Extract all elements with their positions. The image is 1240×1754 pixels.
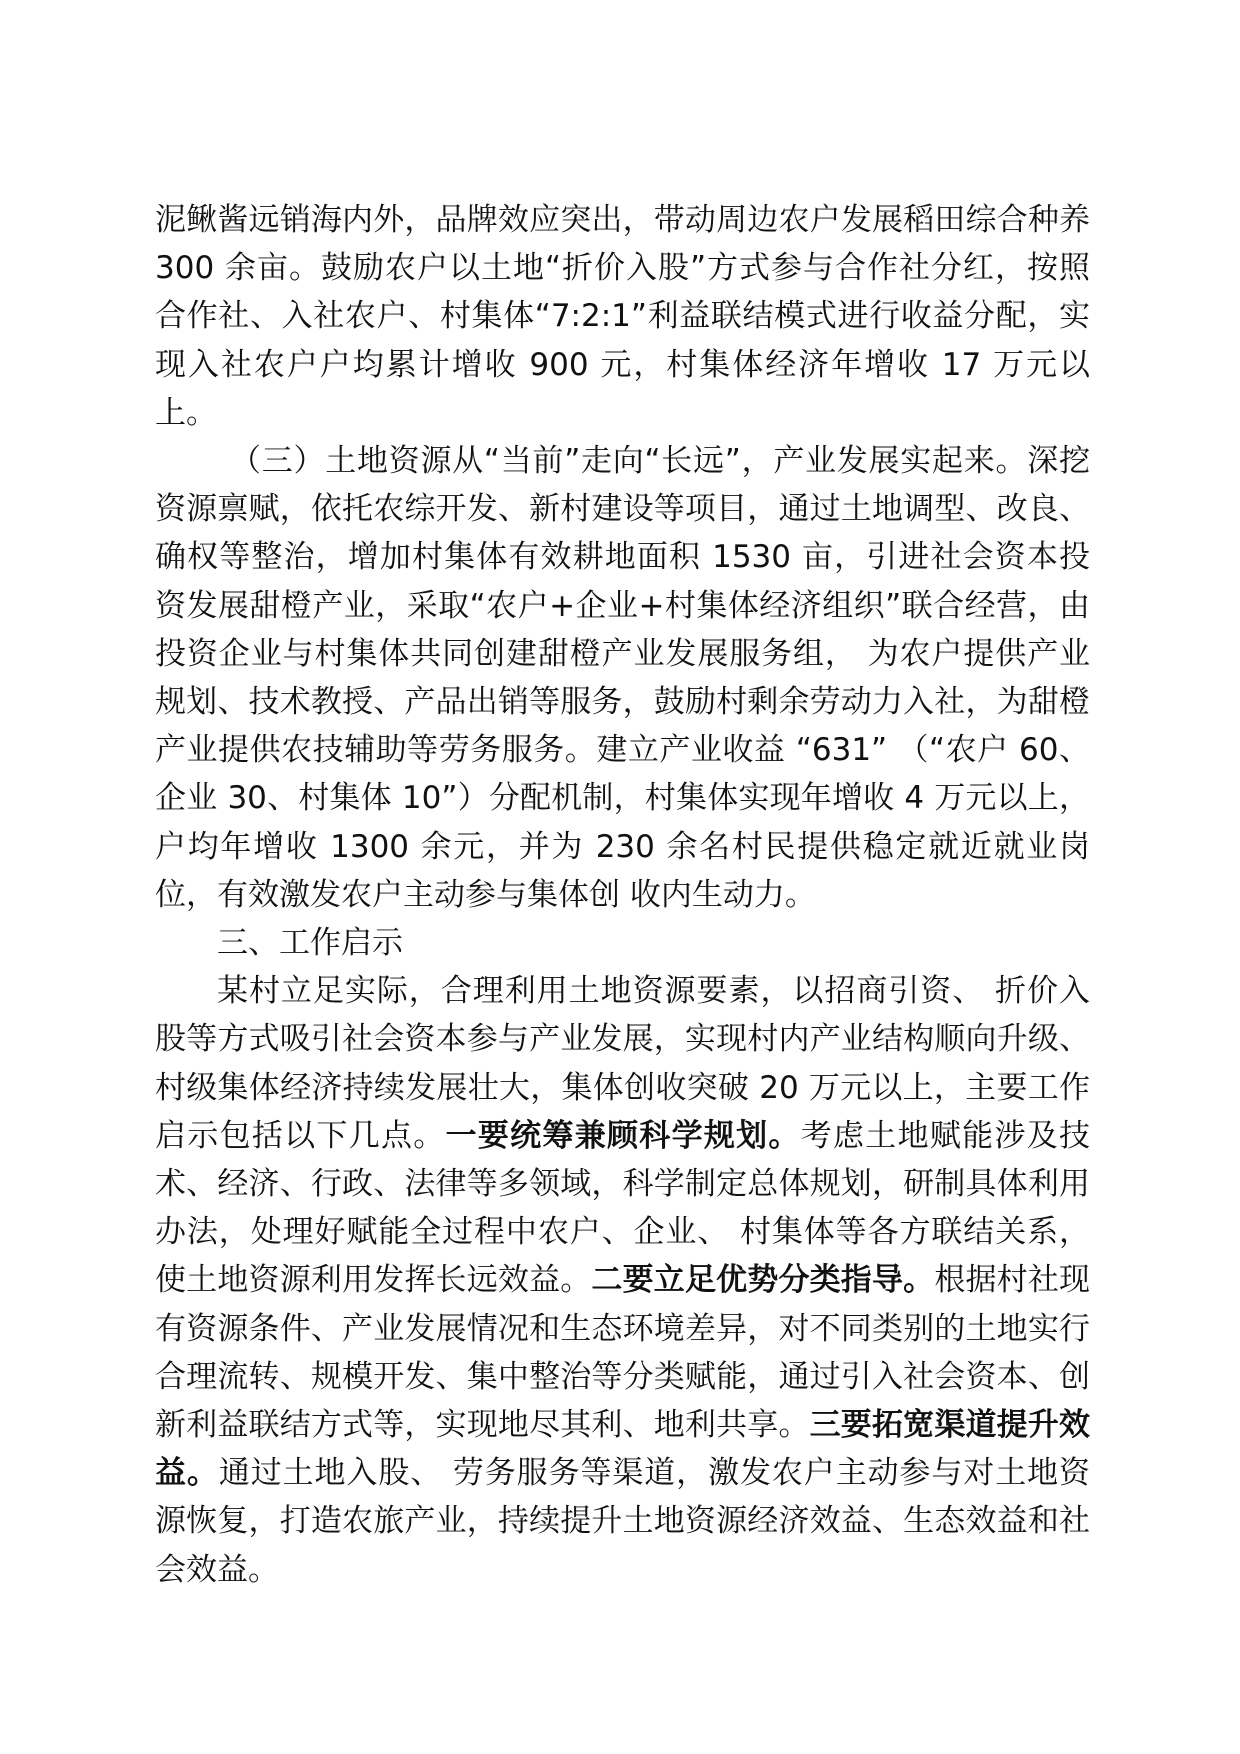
paragraph-work-insights bbox=[155, 967, 1090, 1594]
paragraph-section-three: （三）土地资源从“当前”走向“长远”，产业发展实起来。深挖资源禀赋，依托农综开发、新村建设等项目，通过土地调型、改良、确权等整治，增加村集体有效耕地面积 1530 亩，引进社会资本投资发展甜橙产业，采取“农户+企业+村集体经济组织”联合经营，由投资企业与村集体共同创建甜橙产业发展服务组， 为农户提供产业规划、技术教授、产品出销等服务，鼓励村剩余劳动力入社，为甜橙产业提供农技辅助等劳务服务。建立产业收益 “631” （“农户 60、企业 30、村集体 10”）分配机制，村集体实现年增收 4 万元以上，户均年增收 1300 余元，并为 230 余名村民提供稳定就近就业岗位，有效激发农户主动参与集体创 收内生动力。 bbox=[155, 443, 1090, 913]
section-heading: 三、工作启示 bbox=[217, 925, 403, 962]
insights-intro-text: 某村立足实际，合理利用土地资源要素，以招商引资、 折价入股等方式吸引社会资本参与产业发展，实现村内产业结构顺向升级、村级集体经济持续发展壮大，集体创收突破 20 万元以上，主要工作启示包括以下几点。 bbox=[155, 973, 1090, 1154]
insight-three-title: 三要拓宽渠道提升效益。 bbox=[155, 1407, 1091, 1492]
paragraph-continuation: 泥鳅酱远销海内外，品牌效应突出，带动周边农户发展稻田综合种养 300 余亩。鼓励农户以土地“折价入股”方式参与合作社分红，按照合作社、入社农户、村集体“7:2:1”利益联结模式进行收益分配，实现入社农户户均累计增收 900 元，村集体经济年增收 17 万元以上。 bbox=[155, 202, 1090, 431]
document-page bbox=[155, 196, 1090, 1594]
insight-one-title: 一要统筹兼顾科学规划。 bbox=[445, 1117, 801, 1154]
insight-two-text: 根据村社现有资源条件、产业发展情况和生态环境差异，对不同类别的土地实行合理流转、规模开发、集中整治等分类赋能，通过引入社会资本、创新利益联结方式等，实现地尽其利、地利共享。 bbox=[155, 1262, 1091, 1444]
insight-one-text: 考虑土地赋能涉及技术、经济、行政、法律等多领域，科学制定总体规划，研制具体利用办法，处理好赋能全过程中农户、企业、 村集体等各方联结关系，使土地资源利用发挥长远效益。 bbox=[155, 1117, 1091, 1299]
insight-three-text: 通过土地入股、 劳务服务等渠道，激发农户主动参与对土地资源恢复，打造农旅产业，持续提升土地资源经济效益、生态效益和社会效益。 bbox=[155, 1455, 1091, 1588]
insight-two-title: 二要立足优势分类指导。 bbox=[591, 1262, 935, 1299]
